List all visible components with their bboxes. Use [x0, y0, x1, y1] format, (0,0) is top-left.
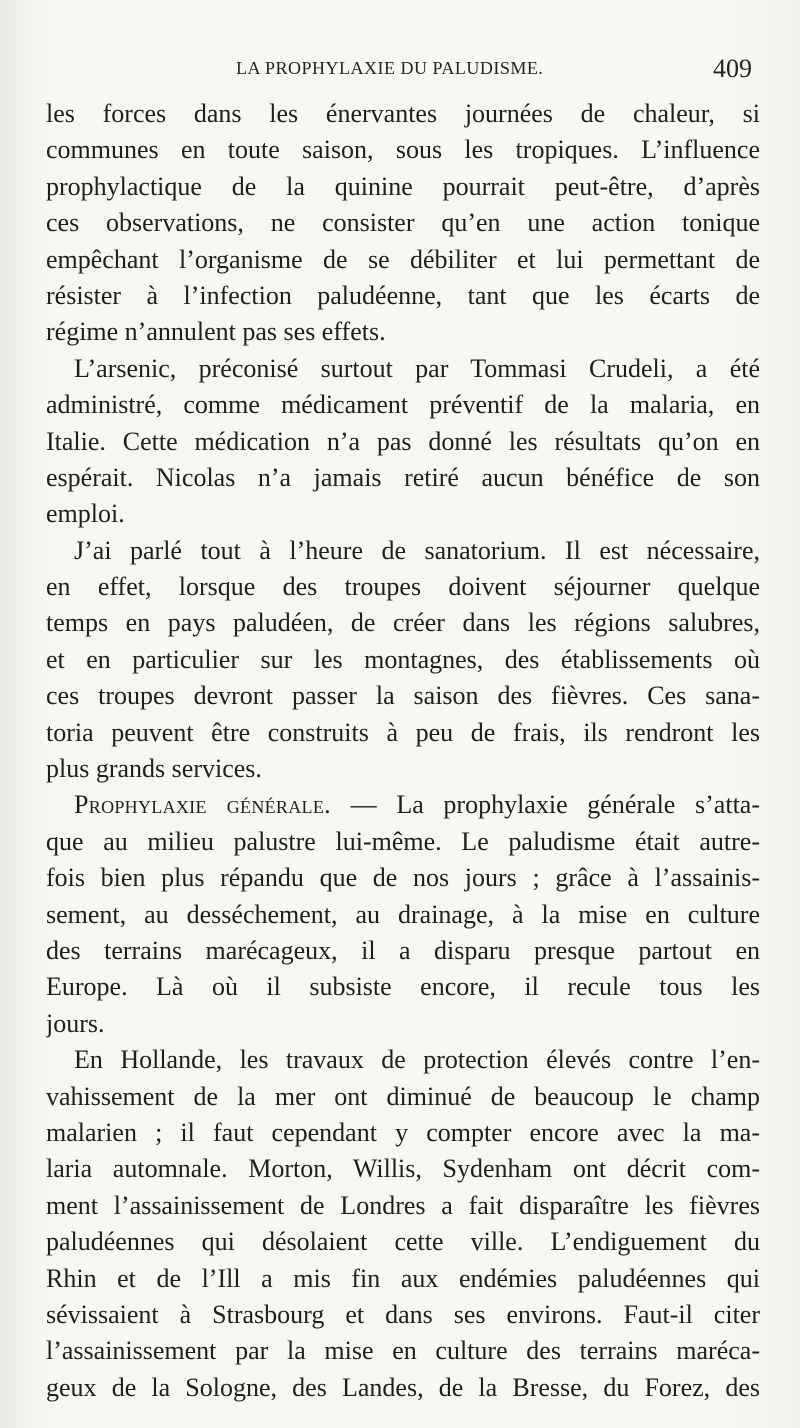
text-line: ces troupes devront passer la saison des fièvres. Ces sana-: [46, 681, 760, 711]
text-line: jours.: [46, 1008, 105, 1038]
text-line: L’arsenic, préconisé surtout par Tommasi Crudeli, a été: [74, 353, 760, 383]
text-line: toria peuvent être construits à peu de frais, ils rendront les: [46, 717, 760, 747]
text-line: plus grands services.: [46, 754, 262, 784]
text-line: des terrains marécageux, il a disparu presque partout en: [46, 935, 760, 965]
text-line: espérait. Nicolas n’a jamais retiré aucun bénéfice de son: [46, 462, 760, 492]
text-line: paludéennes qui désolaient cette ville. L’endiguement du: [46, 1227, 760, 1257]
text-line: malarien ; il faut cependant y compter encore avec la ma-: [46, 1117, 760, 1147]
text-line: communes en toute saison, sous les tropiques. L’influence: [46, 135, 760, 165]
section-heading: Prophylaxie générale.: [74, 790, 331, 820]
running-header: [0, 56, 800, 88]
text-line: l’assainissement par la mise en culture des terrains maréca-: [46, 1336, 760, 1366]
body-text: [46, 96, 760, 1406]
text-line: résister à l’infection paludéenne, tant que les écarts de: [46, 280, 760, 310]
text-line: vahissement de la mer ont diminué de beaucoup le champ: [46, 1081, 760, 1111]
text-line: En Hollande, les travaux de protection élevés contre l’en-: [74, 1045, 760, 1075]
text-line: sement, au desséchement, au drainage, à la mise en culture: [46, 899, 760, 929]
text-line: en effet, lorsque des troupes doivent séjourner quelque: [46, 572, 760, 602]
text-line: administré, comme médicament préventif de la malaria, en: [46, 390, 760, 420]
text-line: J’ai parlé tout à l’heure de sanatorium. Il est nécessaire,: [74, 535, 760, 565]
text-line: Rhin et de l’Ill a mis fin aux endémies paludéennes qui: [46, 1263, 760, 1293]
text-line: fois bien plus répandu que de nos jours ; grâce à l’assainis-: [46, 863, 760, 893]
text-line: les forces dans les énervantes journées de chaleur, si: [46, 99, 760, 128]
text-line: que au milieu palustre lui-même. Le paludisme était autre-: [46, 826, 760, 856]
text-line: et en particulier sur les montagnes, des établissements où: [46, 644, 760, 674]
text-line: régime n’annulent pas ses effets.: [46, 317, 386, 347]
section-heading-line: [46, 787, 760, 823]
page-number: 409: [713, 54, 752, 83]
text-line: ces observations, ne consister qu’en une action tonique: [46, 208, 760, 238]
text-line: Italie. Cette médication n’a pas donné les résultats qu’on en: [46, 426, 760, 456]
text-line: empêchant l’organisme de se débiliter et lui permettant de: [46, 244, 760, 274]
text-line: prophylactique de la quinine pourrait peut-être, d’après: [46, 171, 760, 201]
section-heading-text: — La prophylaxie générale s’atta-: [330, 790, 760, 820]
running-title: LA PROPHYLAXIE DU PALUDISME.: [236, 58, 544, 78]
text-line: temps en pays paludéen, de créer dans les régions salubres,: [46, 608, 760, 638]
text-line: laria automnale. Morton, Willis, Sydenham ont décrit com-: [46, 1154, 760, 1184]
text-line: sévissaient à Strasbourg et dans ses environs. Faut-il citer: [46, 1299, 760, 1329]
text-line: geux de la Sologne, des Landes, de la Bresse, du Forez, des: [46, 1372, 760, 1402]
text-line: Europe. Là où il subsiste encore, il recule tous les: [46, 972, 760, 1002]
text-line: ment l’assainissement de Londres a fait disparaître les fièvres: [46, 1190, 760, 1220]
text-line: emploi.: [46, 499, 125, 529]
